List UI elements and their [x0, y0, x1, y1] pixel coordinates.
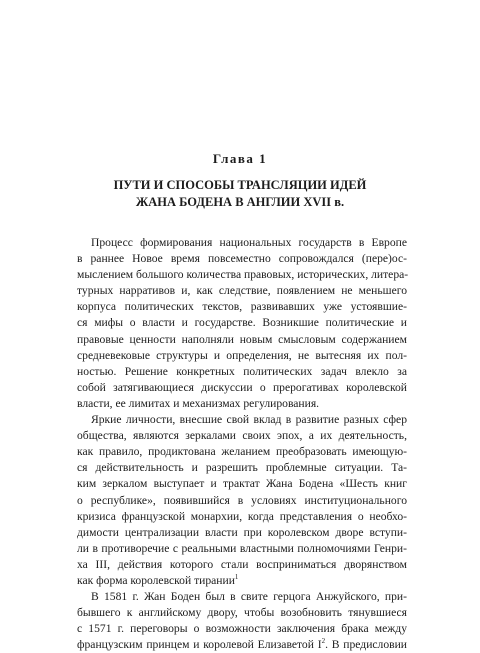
chapter-title-line: ЖАНА БОДЕНА В АНГЛИИ XVII в.: [135, 195, 345, 209]
footnote-marker: 1: [234, 573, 239, 582]
paragraph: [77, 589, 407, 653]
chapter-label: Глава 1: [212, 151, 268, 166]
footnote-marker: 2: [321, 637, 326, 646]
text-line: корпуса политических текстов, развивавших уже устоявшие-: [77, 300, 407, 314]
text-fragment: французским принцем и королевой Елизаветой I: [77, 638, 322, 652]
text-fragment: . В предисловии: [325, 638, 408, 652]
text-line: турных нарративов и, как следствие, появлением не меньшего: [77, 284, 407, 298]
text-line: Процесс формирования национальных государств в Европе: [91, 236, 407, 249]
text-line: власти, ее лимитах и механизмах регулирования.: [77, 396, 320, 410]
paragraph: [77, 235, 407, 412]
text-line: ким зеркалом выступает и трактат Жана Бодена «Шесть книг: [77, 477, 407, 491]
text-line: ли в противоречие с реальными властными полномочиями Генри-: [77, 541, 407, 555]
text-line: [77, 637, 407, 653]
text-line: правовые ценности наполняли новым смысловым содержанием: [77, 332, 407, 346]
text-line: мыслением большого количества правовых, исторических, литера-: [77, 268, 409, 282]
text-line: димости централизации власти при королевском дворе вступи-: [77, 525, 407, 539]
text-line: ся мифы о власти и государстве. Возникшие политические и: [77, 316, 407, 330]
paragraph: [77, 412, 407, 589]
text-line: собой затягивающиеся дискуссии о прерогативах королевской: [77, 380, 407, 394]
text-line: [77, 573, 407, 589]
chapter-title-line: ПУТИ И СПОСОБЫ ТРАНСЛЯЦИИ ИДЕЙ: [113, 178, 367, 192]
text-line: с 1571 г. переговоры о возможности заключения брака между: [77, 622, 407, 636]
text-line: бывшего к английскому двору, чтобы возобновить тянувшиеся: [77, 606, 407, 620]
text-line: ха III, действия которого стали восприниматься дворянством: [77, 557, 407, 571]
text-line: кризиса французской монархии, когда представления о необхо-: [77, 509, 407, 523]
text-line: о республике», появившийся в условиях институционального: [77, 493, 407, 507]
text-fragment: как форма королевской тирании: [77, 573, 235, 587]
text-line: как правило, продиктована желанием преобразовать имеющую-: [77, 445, 407, 459]
text-line: ностью. Решение конкретных политических задач влекло за: [77, 364, 407, 378]
text-line: в раннее Новое время повсеместно сопровождался (пере)ос-: [77, 252, 407, 266]
text-line: общества, являются зеркалами своих эпох, а их деятельность,: [77, 429, 407, 443]
text-line: ся действительность и разрешить проблемные ситуации. Та-: [77, 461, 407, 475]
text-line: Яркие личности, внесшие свой вклад в развитие разных сфер: [91, 413, 407, 427]
chapter-title: [60, 177, 420, 211]
body-text: [77, 235, 407, 653]
text-line: В 1581 г. Жан Боден был в свите герцога Анжуйского, при-: [91, 590, 407, 604]
text-line: средневековые структуры и определения, не вытесняя их пол-: [77, 348, 407, 362]
